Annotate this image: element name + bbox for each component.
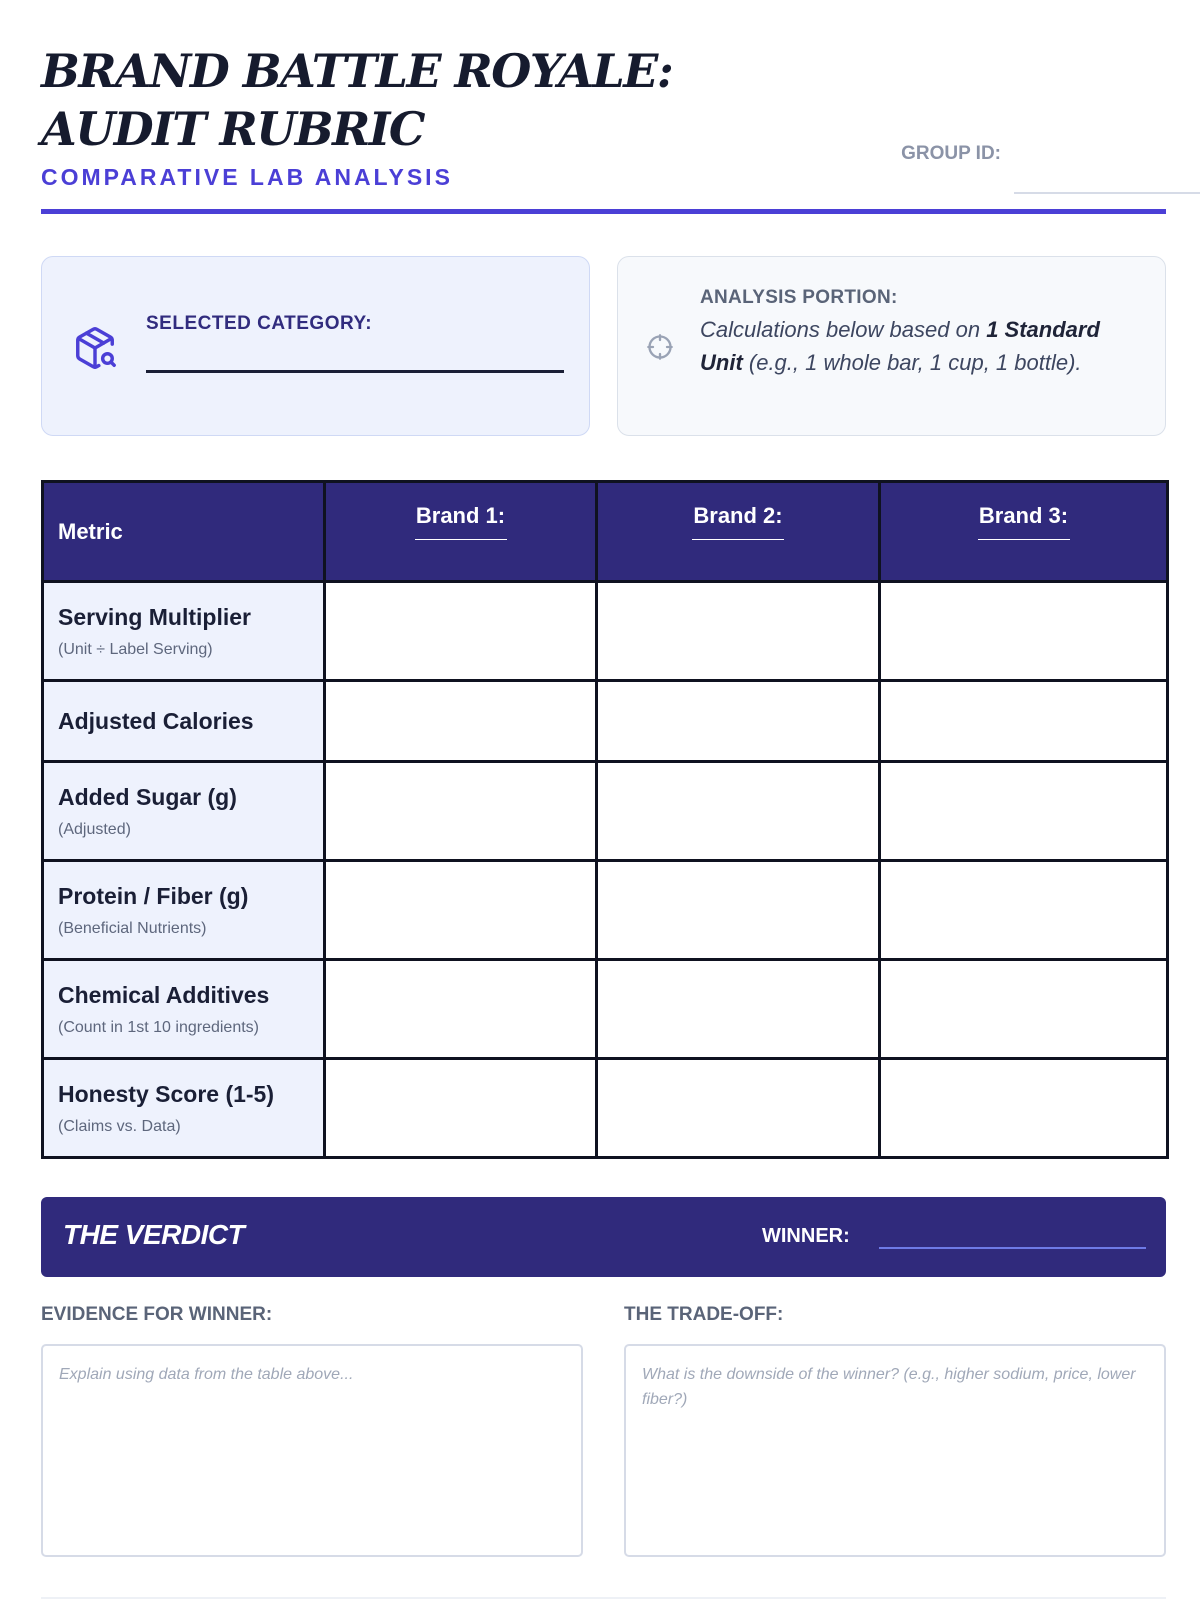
- worksheet-page: [41, 0, 1166, 1600]
- tradeoff-label: THE TRADE-OFF:: [624, 1304, 784, 1325]
- brand-3-cell[interactable]: [880, 960, 1168, 1059]
- audit-table: [41, 480, 1169, 1159]
- metric-name: Protein / Fiber (g): [58, 882, 249, 909]
- table-row: [43, 582, 1168, 681]
- brand-3-cell[interactable]: [880, 762, 1168, 861]
- table-row: [43, 861, 1168, 960]
- table-row: [43, 960, 1168, 1059]
- metric-cell: [43, 960, 325, 1059]
- analysis-portion-card: [617, 256, 1166, 436]
- brand-2-cell[interactable]: [597, 762, 880, 861]
- brand-2-cell[interactable]: [597, 681, 880, 762]
- crosshair-icon: [646, 333, 674, 361]
- column-header-brand-3: [880, 482, 1168, 582]
- metric-cell: [43, 762, 325, 861]
- portion-text-before: Calculations below based on: [700, 317, 987, 342]
- portion-text-bold: 1 Standard Unit: [700, 317, 1100, 375]
- brand-1-name-field[interactable]: [415, 539, 507, 540]
- table-header-row: [43, 482, 1168, 582]
- brand-1-cell[interactable]: [325, 762, 597, 861]
- brand-3-cell[interactable]: [880, 582, 1168, 681]
- brand-3-name-field[interactable]: [978, 539, 1070, 540]
- metric-cell: [43, 861, 325, 960]
- metric-name: Honesty Score (1-5): [58, 1080, 275, 1107]
- brand-2-cell[interactable]: [597, 1059, 880, 1158]
- brand-3-cell[interactable]: [880, 1059, 1168, 1158]
- metric-cell: [43, 582, 325, 681]
- table-row: [43, 762, 1168, 861]
- page-subtitle: COMPARATIVE LAB ANALYSIS: [41, 164, 453, 190]
- evidence-label: EVIDENCE FOR WINNER:: [41, 1304, 273, 1325]
- column-header-metric: Metric: [43, 482, 325, 582]
- winner-field[interactable]: [879, 1247, 1146, 1249]
- group-id-field[interactable]: [1014, 192, 1200, 194]
- portion-text-after: (e.g., 1 whole bar, 1 cup, 1 bottle).: [742, 350, 1082, 375]
- selected-category-label: SELECTED CATEGORY:: [146, 313, 373, 334]
- group-id-label: GROUP ID:: [901, 143, 1001, 164]
- metric-note: (Beneficial Nutrients): [58, 919, 207, 937]
- metric-name: Serving Multiplier: [58, 603, 251, 630]
- brand-3-label: Brand 3:: [978, 503, 1069, 528]
- brand-1-cell[interactable]: [325, 681, 597, 762]
- brand-3-cell[interactable]: [880, 861, 1168, 960]
- brand-1-cell[interactable]: [325, 861, 597, 960]
- brand-3-cell[interactable]: [880, 681, 1168, 762]
- metric-note: (Count in 1st 10 ingredients): [58, 1018, 259, 1036]
- analysis-portion-label: ANALYSIS PORTION:: [700, 287, 898, 308]
- brand-1-cell[interactable]: [325, 960, 597, 1059]
- table-row: [43, 681, 1168, 762]
- metric-cell: [43, 681, 325, 762]
- column-header-brand-1: [325, 482, 597, 582]
- metric-name: Chemical Additives: [58, 981, 270, 1008]
- brand-2-cell[interactable]: [597, 582, 880, 681]
- page-title: BRAND BATTLE ROYALE: AUDIT RUBRIC: [41, 44, 673, 156]
- package-search-icon: [72, 325, 118, 371]
- evidence-textarea[interactable]: Explain using data from the table above...: [41, 1344, 583, 1557]
- brand-1-cell[interactable]: [325, 582, 597, 681]
- verdict-bar: [41, 1197, 1166, 1277]
- header-divider: [41, 209, 1166, 214]
- brand-1-cell[interactable]: [325, 1059, 597, 1158]
- table-row: [43, 1059, 1168, 1158]
- brand-2-cell[interactable]: [597, 861, 880, 960]
- metric-name: Added Sugar (g): [58, 783, 237, 810]
- selected-category-card: [41, 256, 590, 436]
- brand-1-label: Brand 1:: [415, 503, 506, 528]
- metric-note: (Adjusted): [58, 820, 131, 838]
- brand-2-name-field[interactable]: [692, 539, 784, 540]
- metric-name: Adjusted Calories: [58, 707, 254, 734]
- verdict-title: THE VERDICT: [63, 1219, 245, 1250]
- selected-category-field[interactable]: [146, 370, 564, 373]
- column-header-brand-2: [597, 482, 880, 582]
- winner-label: WINNER:: [762, 1225, 850, 1247]
- analysis-portion-text: [700, 313, 1140, 379]
- metric-note: (Claims vs. Data): [58, 1117, 181, 1135]
- tradeoff-textarea[interactable]: What is the downside of the winner? (e.g., higher sodium, price, lower fiber?): [624, 1344, 1166, 1557]
- metric-cell: [43, 1059, 325, 1158]
- brand-2-label: Brand 2:: [693, 503, 783, 528]
- footer-divider: [41, 1597, 1166, 1599]
- brand-2-cell[interactable]: [597, 960, 880, 1059]
- metric-note: (Unit ÷ Label Serving): [58, 640, 213, 658]
